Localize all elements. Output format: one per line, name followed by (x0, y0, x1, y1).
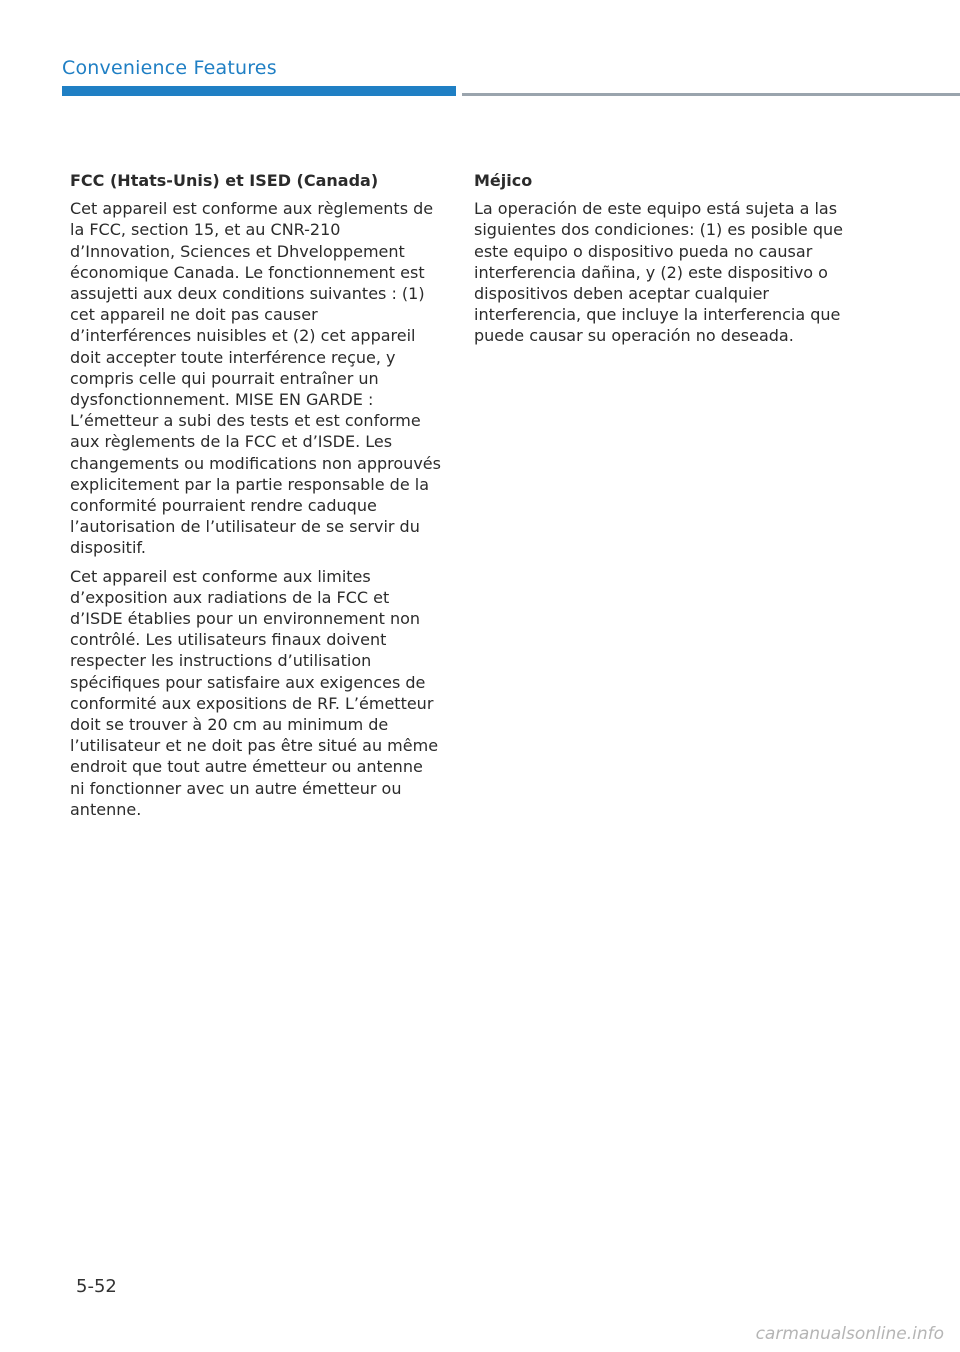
fcc-ised-paragraph-1: Cet appareil est conforme aux règlements de la FCC, section 15, et au CNR-210 d’Innovation, Sciences et Dhveloppement économique Canada. Le fonctionnement est assujetti aux deux conditions suivantes : (1) cet appareil ne doit pas causer d’interférences nuisibles et (2) cet appareil doit accepter toute interférence reçue, y compris celle qui pourrait entraîner un dysfonctionnement. MISE EN GARDE : L’émetteur a subi des tests et est conforme aux règlements de la FCC et d’ISDE. Les changements ou modifications non approuvés explicitement par la partie responsable de la conformité pourraient rendre caduque l’autorisation de l’utilisateur de se servir du dispositif. (70, 199, 441, 558)
header-rule-thin (462, 93, 960, 96)
fcc-ised-heading: FCC (Htats-Unis) et ISED (Canada) (70, 171, 379, 190)
watermark: carmanualsonline.info (755, 1324, 944, 1344)
mexico-paragraph-1: La operación de este equipo está sujeta a las siguientes dos condiciones: (1) es posible que este equipo o dispositivo pueda no causar interferencia dañina, y (2) este dispositivo o dispositivos deben aceptar cualquier interferencia, que incluye la interferencia que puede causar su operación no deseada. (474, 199, 843, 346)
header-rule-thick (62, 86, 456, 96)
mexico-heading: Méjico (474, 171, 533, 190)
fcc-ised-paragraph-2: Cet appareil est conforme aux limites d’exposition aux radiations de la FCC et d’ISDE établies pour un environnement non contrôlé. Les utilisateurs finaux doivent respecter les instructions d’utilisation spécifiques pour satisfaire aux exigences de conformité aux expositions de RF. L’émetteur doit se trouver à 20 cm au minimum de l’utilisateur et ne doit pas être situé au même endroit que tout autre émetteur ou antenne ni fonctionner avec un autre émetteur ou antenne. (70, 566, 439, 819)
left-column (70, 170, 442, 827)
right-column (474, 170, 846, 354)
section-title: Convenience Features (62, 57, 277, 79)
page-number: 5-52 (76, 1276, 117, 1297)
